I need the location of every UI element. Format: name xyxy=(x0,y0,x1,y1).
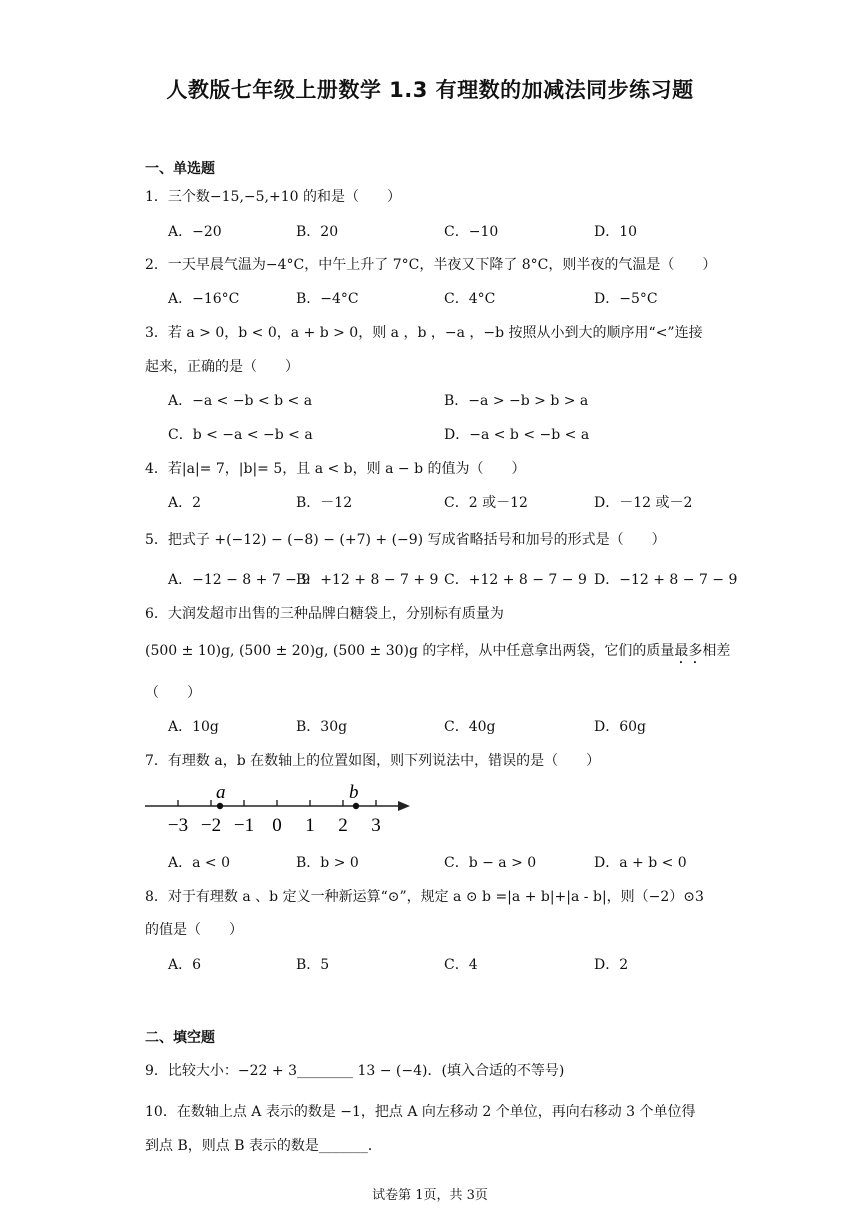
question-4-option-c: C．2 或－12 xyxy=(444,495,528,511)
question-6-option-c: C．40g xyxy=(444,719,496,735)
question-6-option-a: A．10g xyxy=(168,719,219,735)
question-8-option-d: D．2 xyxy=(594,957,629,973)
question-4-stem: 4．若|a|= 7，|b|= 5，且 a < b，则 a − b 的值为（ ） xyxy=(145,461,526,477)
question-9-stem: 9．比较大小：−22 + 3________ 13 − (−4)．(填入合适的不等号) xyxy=(145,1063,565,1079)
question-10-stem-line2: 到点 B，则点 B 表示的数是_______． xyxy=(145,1138,382,1154)
point-a-dot xyxy=(217,803,223,809)
section-heading-single-choice: 一、单选题 xyxy=(145,161,215,177)
question-2-stem: 2．一天早晨气温为−4°C，中午上升了 7°C，半夜又下降了 8°C，则半夜的气温是（ ） xyxy=(145,257,717,273)
number-line-tick-label: −1 xyxy=(233,815,255,836)
question-6-stem-tail: 相差 xyxy=(702,643,731,659)
question-6-stem-text: (500 ± 10)g, (500 ± 20)g, (500 ± 30)g 的字样，从中任意拿出两袋，它们的质量 xyxy=(145,643,675,659)
question-3-option-b: B．−a > −b > b > a xyxy=(444,393,589,409)
section-heading-fill-blank: 二、填空题 xyxy=(145,1030,215,1046)
question-4-option-b: B．－12 xyxy=(296,495,353,511)
question-8-option-a: A．6 xyxy=(168,957,202,973)
question-5-option-b: B．+12 + 8 − 7 + 9 xyxy=(296,572,439,588)
question-10-stem-line1: 10．在数轴上点 A 表示的数是 −1，把点 A 向左移动 2 个单位，再向右移动 3 个单位得 xyxy=(145,1104,696,1120)
question-3-stem-line2: 起来，正确的是（ ） xyxy=(145,359,299,375)
question-2-option-d: D．−5°C xyxy=(594,291,658,307)
question-5-stem: 5．把式子 +(−12) − (−8) − (+7) + (−9) 写成省略括号和加号的形式是（ ） xyxy=(145,532,666,548)
question-6-option-d: D．60g xyxy=(594,719,647,735)
question-1-option-c: C．−10 xyxy=(444,224,499,240)
question-4-option-a: A．2 xyxy=(168,495,202,511)
question-1-option-b: B．20 xyxy=(296,224,339,240)
question-6-stem-line2 xyxy=(145,640,730,667)
number-line-tick-label: −2 xyxy=(200,815,222,836)
number-line-tick-label: 2 xyxy=(338,815,348,836)
page-footer: 试卷第 1页，共 3页 xyxy=(372,1188,488,1203)
question-4-option-d: D．－12 或－2 xyxy=(594,495,693,511)
number-line-tick-label: 3 xyxy=(371,815,381,836)
question-3-stem-line1: 3．若 a > 0，b < 0，a + b > 0，则 a ，b ，−a ，−b 按照从小到大的顺序用“<”连接 xyxy=(145,325,703,341)
question-7-option-d: D．a + b < 0 xyxy=(594,855,687,871)
number-line-tick-label: 0 xyxy=(272,815,282,836)
number-line-figure xyxy=(140,778,420,838)
question-7-option-a: A．a < 0 xyxy=(168,855,230,871)
question-2-option-a: A．−16°C xyxy=(168,291,240,307)
page-title: 人教版七年级上册数学 1.3 有理数的加减法同步练习题 xyxy=(166,78,694,102)
question-6-stem-line1: 6．大润发超市出售的三种品牌白糖袋上，分别标有质量为 xyxy=(145,606,504,622)
question-1-stem: 1．三个数−15,−5,+10 的和是（ ） xyxy=(145,189,401,205)
question-7-stem: 7．有理数 a，b 在数轴上的位置如图，则下列说法中，错误的是（ ） xyxy=(145,753,601,769)
question-8-option-b: B．5 xyxy=(296,957,330,973)
question-6-emphasis-text: 最多 xyxy=(674,643,703,659)
number-line-tick-label: −3 xyxy=(167,815,189,836)
question-3-option-a: A．−a < −b < b < a xyxy=(168,393,313,409)
question-8-stem-line1: 8．对于有理数 a 、b 定义一种新运算“⊙”，规定 a ⊙ b =|a + b|+|a - b|，则（−2）⊙3 xyxy=(145,889,704,905)
question-6-stem-line3: （ ） xyxy=(145,685,201,701)
question-3-option-c: C．b < −a < −b < a xyxy=(168,427,313,443)
point-a-label: a xyxy=(216,782,226,803)
question-1-option-a: A．−20 xyxy=(168,224,222,240)
question-1-option-d: D．10 xyxy=(594,224,638,240)
question-6-option-b: B．30g xyxy=(296,719,348,735)
question-3-option-d: D．−a < b < −b < a xyxy=(444,427,590,443)
question-5-option-d: D．−12 + 8 − 7 − 9 xyxy=(594,572,738,588)
number-line-arrow xyxy=(398,801,410,811)
question-2-option-c: C．4°C xyxy=(444,291,496,307)
question-2-option-b: B．−4°C xyxy=(296,291,359,307)
number-line-tick-label: 1 xyxy=(305,815,315,836)
question-8-option-c: C．4 xyxy=(444,957,478,973)
question-7-option-c: C．b − a > 0 xyxy=(444,855,537,871)
point-b-dot xyxy=(353,803,359,809)
question-8-stem-line2: 的值是（ ） xyxy=(145,922,243,938)
question-5-option-a: A．−12 − 8 + 7 − 9 xyxy=(168,572,311,588)
point-b-label: b xyxy=(349,782,359,803)
question-5-option-c: C．+12 + 8 − 7 − 9 xyxy=(444,572,587,588)
question-7-option-b: B．b > 0 xyxy=(296,855,359,871)
